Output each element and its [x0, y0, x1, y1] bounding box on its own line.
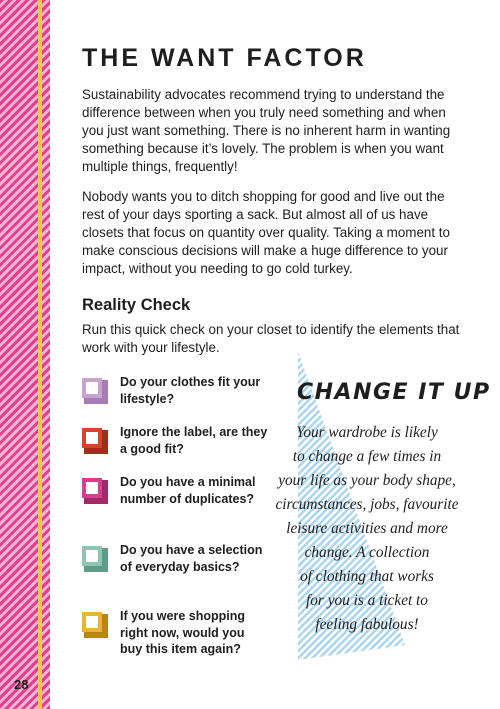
checkbox-square: [82, 546, 102, 566]
callout-title: CHANGE IT UP: [297, 380, 491, 405]
checkbox-icon[interactable]: [82, 428, 108, 454]
page-number: 28: [14, 677, 29, 692]
checklist-label: Do you have a selection of everyday basics?: [120, 543, 263, 574]
quote-line: feeling fabulous!: [315, 616, 419, 633]
quote-line: to change a few times in: [292, 448, 442, 465]
quote-line: change. A collection: [304, 544, 430, 561]
quote-line: Your wardrobe is likely: [296, 424, 438, 441]
checklist-intro: Run this quick check on your closet to identify the elements that work with your lifestyle.: [82, 322, 460, 355]
checkbox-icon[interactable]: [82, 612, 108, 638]
checklist-label: Do you have a minimal number of duplicates?: [120, 475, 256, 506]
quote-line: of clothing that works: [300, 568, 434, 585]
quote-line: for you is a ticket to: [306, 592, 428, 609]
checklist-label: Do your clothes fit your lifestyle?: [120, 375, 261, 406]
checkbox-square: [82, 612, 102, 632]
checklist-label: Ignore the label, are they a good fit?: [120, 425, 268, 456]
checkbox-icon[interactable]: [82, 546, 108, 572]
quote-line: circumstances, jobs, favourite: [275, 496, 459, 513]
callout-quote: [262, 421, 472, 637]
intro-paragraph: Sustainability advocates recommend trying to understand the difference between when you truly need something and when you just want something. There is no inherent harm in wanting something because it’s lovely. The problem is when you want multiple things, frequently!: [82, 87, 451, 174]
quote-line: your life as your body shape,: [278, 472, 456, 489]
page-title: THE WANT FACTOR: [82, 44, 367, 72]
checkbox-icon[interactable]: [82, 378, 108, 404]
checkbox-square: [82, 478, 102, 498]
section-subheading: Reality Check: [82, 296, 191, 314]
checkbox-square: [82, 428, 102, 448]
body-paragraph: Nobody wants you to ditch shopping for good and live out the rest of your days sporting a sack. But almost all of us have closets that focus on quantity over quality. Taking a moment to make conscious decisions will make a huge difference to your impact, without you needing to go cold turkey.: [82, 189, 450, 276]
checklist-label: If you were shopping right now, would you buy this item again?: [120, 609, 246, 656]
checkbox-square: [82, 378, 102, 398]
quote-line: leisure activities and more: [286, 520, 448, 537]
checkbox-icon[interactable]: [82, 478, 108, 504]
